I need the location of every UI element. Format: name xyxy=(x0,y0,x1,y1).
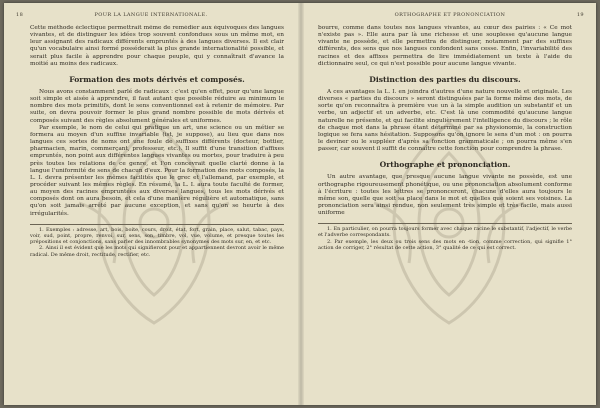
footnote: 2. Par exemple, les deux ou trois sens des mots en -tion, comme correction, qui signifie 1° action de corriger, 2° résultat de cette action, 3° qualité de ce qui est correct. xyxy=(318,238,572,251)
page-number-right: 19 xyxy=(576,12,584,18)
footnotes xyxy=(30,224,284,258)
running-head-right xyxy=(316,12,584,20)
running-title-left: POUR LA LANGUE INTERNATIONALE. xyxy=(94,12,208,18)
page-number-left: 18 xyxy=(16,12,24,18)
book-spread xyxy=(4,3,596,405)
left-page xyxy=(4,3,298,405)
footnote: 1. En particulier, on pourra toujours former avec chaque racine le substantif, l'adjectif, le verbe et l'adverbe correspondants. xyxy=(318,226,572,239)
body-paragraph: bourre, comme dans toutes nos langues vivantes, au cœur des pairies : « Ce mot n'existe pas ». Elle aura par là une richesse et une souplesse qu'aucune langue vivante ne possède, et elle permettra de distinguer, notamment par des suffixes différents, des sens que nos langues confondent sans cesse. Enfin, l'invariabilité des racines et des affixes permettra de lire immédiatement un texte à l'aide du dictionnaire seul, ce qui n'est possible pour aucune langue vivante. xyxy=(318,25,572,67)
body-paragraph: Nous avons constamment parlé de radicaux : c'est qu'en effet, pour qu'une langue soit simple et aisée à apprendre, il faut autant que possible réduire au minimum le nombre des mots primitifs, dont le sens conventionnel est à retenir de mémoire. Par suite, on devra pouvoir former le plus grand nombre possible de mots dérivés et composés suivant des règles absolument générales et uniformes. xyxy=(30,88,284,124)
section-heading: Formation des mots dérivés et composés. xyxy=(69,74,245,84)
left-page-text xyxy=(30,25,284,399)
running-head-left xyxy=(16,12,286,20)
body-paragraph: Un autre avantage, que presque aucune langue vivante ne possède, est une orthographe rigoureusement phonétique, ou une prononciation absolument conforme à l'écriture : toutes les lettres se prononceront, chacune d'elles aura toujours le même son, quelle que soit sa place dans le mot et quelles que soient ses voisines. La prononciation sera ainsi rendue, non seulement très simple et très facile, mais aussi uniforme xyxy=(318,174,572,217)
section-heading: Distinction des parties du discours. xyxy=(369,74,521,84)
body-paragraph: A ces avantages la L. I. en joindra d'autres d'une nature nouvelle et originale. Les diverses « parties du discours » seront distinguées par la forme même des mots, de sorte qu'on reconnaîtra à première vue un à la simple audition un substantif et un verbe, un adjectif et un adverbe, etc. C'est là une commodité qu'aucune langue naturelle ne présente, et qui facilite singulièrement l'intelligence du discours ; le rôle de chaque mot dans la phrase étant déterminé par sa physionomie, la construction logique se fera sans hésitation. Supposons qu'on ignore le sens d'un mot : on pourra le deviner ou le suppléer d'après sa fonction grammaticale ; on pourra même s'en passer, car souvent il suffit de connaître cette fonction pour comprendre la phrase. xyxy=(318,88,572,153)
section-heading: Orthographe et prononciation. xyxy=(379,160,511,170)
footnote: 1. Exemples : adresse, art, bois, boite, cours, droit, état, fort, grain, place, salut, tabac, pays, voir, sud, point, propre, renvoi, sur, sens, son, timbre, vol, vue, volume, et presque toutes les prépositions et conjonctions, sans parler des innombrables synonymes des mots sur, en, et etc. xyxy=(30,226,284,246)
body-paragraph: Par exemple, le nom de celui qui pratique un art, une science ou un métier se formera au moyen d'un suffixe invariable (ist, je suppose), au lieu que dans nos langues ces sortes de noms ont une foule de suffixes différents (docteur, bottier, pharmacien, marin, commerçant, professeur, etc.). Il suffit d'une transition d'affixes empruntés, non point aux différentes langues vivantes ou mortes, pour traduire à peu près toutes les relations de ce genre, et l'on concevrait quelle clarté donne à la langue l'uniformité de sens de chacun d'eux. Pour la formation des mots composés, la L. I. devra présenter les mêmes facilités que le grec et l'allemand, par exemple, et procéder suivant les mêmes règles. En résumé, la L. I. aura toute faculté de former, au moyen des racines empruntées aux diverses langues, tous les mots dérivés et composés dont on aura besoin, et cela d'une manière régulière et automatique, sans qu'on soit jamais arrêté par aucune exception, et sans qu'on se heurte à des irrégularités. xyxy=(30,124,284,217)
body-paragraph: Cette méthode éclectique permettrait même de remédier aux équivoques des langues vivantes, et de distinguer les idées trop souvent confondues sous un même mot, en leur assignant des radicaux différents empruntés à des langues diverses. Il est clair qu'un vocabulaire ainsi formé posséderait la plus grande internationalité possible, et serait plus facile à apprendre pour chaque peuple, qui y connaîtrait d'avance la moitié au moins des radicaux. xyxy=(30,25,284,67)
footnotes xyxy=(318,223,572,251)
right-page xyxy=(304,3,596,405)
running-title-right: ORTHOGRAPHE ET PRONONCIATION xyxy=(394,12,506,18)
right-page-text xyxy=(318,25,572,399)
footnote: 2. Ainsi il est évident que les mots qui signifieront pour et appartiennent devront avoir le même radical. De même droit, rectitude, rectifier, etc. xyxy=(30,245,284,258)
